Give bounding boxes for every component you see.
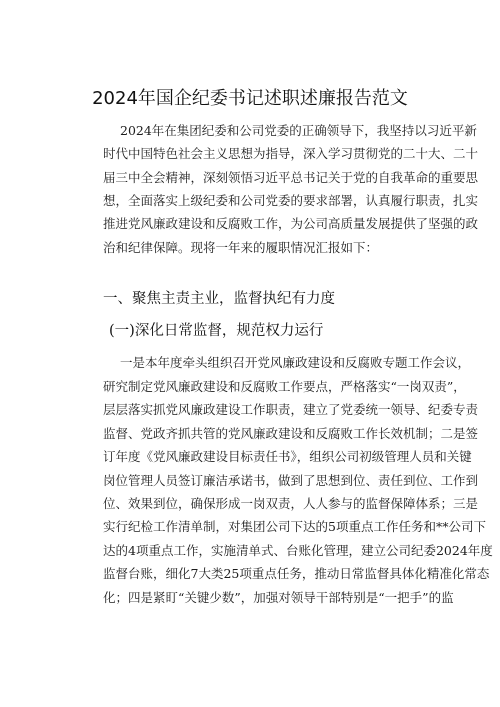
subsection-heading-1: (一)深化日常监督，规范权力运行 [109,323,324,339]
body-line: 位、效果到位，确保形成一岗双责，人人参与的监督保障体系；三是 [103,496,479,511]
body-line: 达的4项重点工作，实施清单式、台账化管理，建立公司纪委2024年度 [103,543,493,558]
body-line: 一是本年度牵头组织召开党风廉政建设和反腐败专题工作会议， [120,355,471,370]
body-line: 化；四是紧盯“关键少数”，加强对领导干部特别是“一把手”的监 [103,590,454,605]
body-line: 监督台账，细化7大类25项重点任务，推动日常监督具体化精准化常态 [103,566,490,581]
document-title: 2024年国企纪委书记述职述廉报告范文 [92,88,408,109]
body-line: 层层落实抓党风廉政建设工作职责，建立了党委统一领导、纪委专责 [103,402,479,417]
intro-line: 想，全面落实上级纪委和公司党委的要求部署，认真履行职责，扎实 [103,193,479,208]
body-line: 研究制定党风廉政建设和反腐败工作要点，严格落实“一岗双责”， [103,379,466,394]
body-line: 实行纪检工作清单制，对集团公司下达的5项重点工作任务和**公司下 [103,519,486,534]
body-line: 岗位管理人员签订廉洁承诺书，做到了思想到位、责任到位、工作到 [103,473,479,488]
intro-line: 推进党风廉政建设和反腐败工作，为公司高质量发展提供了坚强的政 [103,216,479,231]
intro-line: 治和纪律保障。现将一年来的履职情况汇报如下： [103,240,379,255]
section-heading-1: 一、聚焦主责主业，监督执纪有力度 [103,291,335,307]
intro-line: 时代中国特色社会主义思想为指导，深入学习贯彻党的二十大、二十 [103,146,479,161]
intro-line: 2024年在集团纪委和公司党委的正确领导下，我坚持以习近平新 [120,123,477,138]
body-line: 监督、党政齐抓共管的党风廉政建设和反腐败工作长效机制；二是签 [103,426,479,441]
body-line: 订年度《党风廉政建设目标责任书》，组织公司初级管理人员和关键 [103,449,472,464]
intro-line: 届三中全会精神，深刻领悟习近平总书记关于党的自我革命的重要思 [103,170,479,185]
